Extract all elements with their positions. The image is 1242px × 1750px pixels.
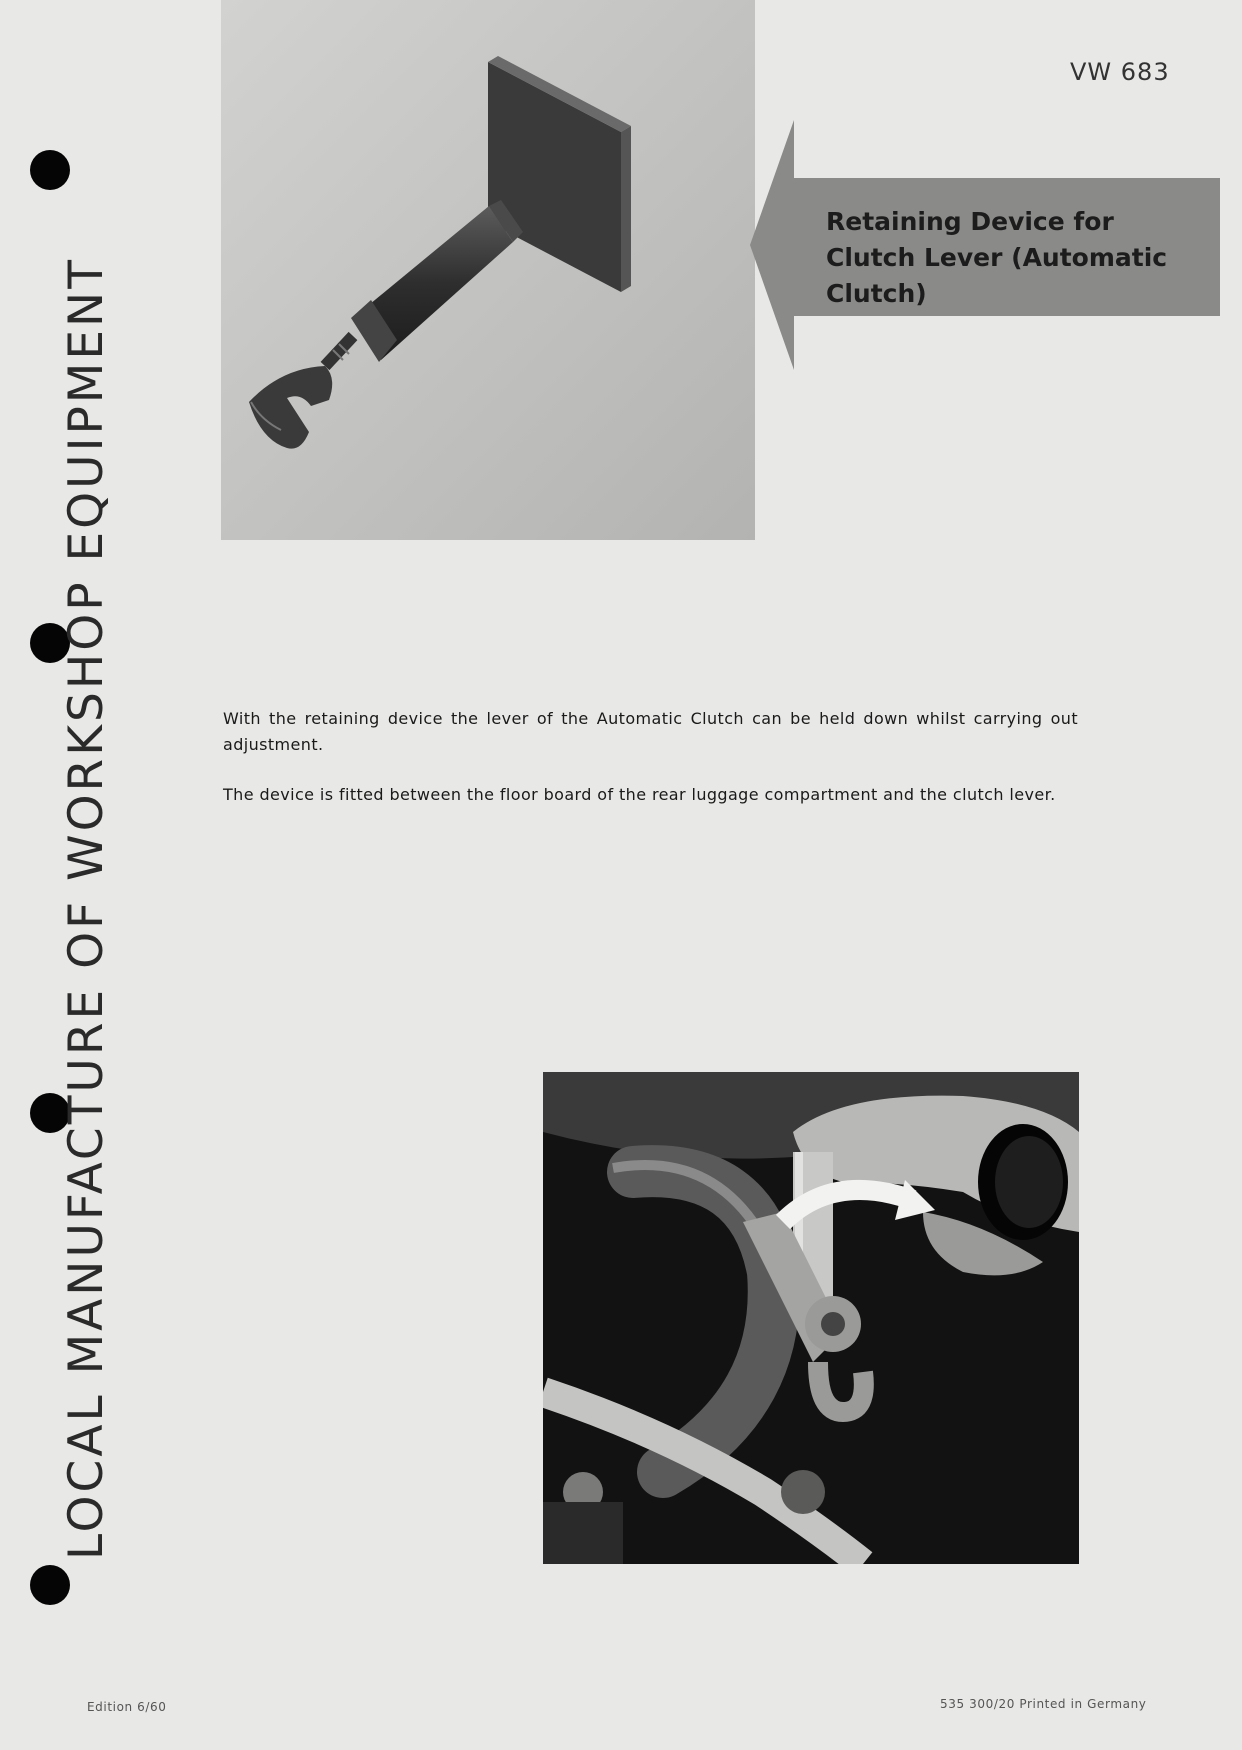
document-number: VW 683 xyxy=(1070,58,1170,86)
binder-hole-1 xyxy=(30,150,70,190)
retaining-device-photo xyxy=(221,0,755,540)
banner-title: Retaining Device for Clutch Lever (Automatic Clutch) xyxy=(826,207,1168,308)
installation-photo xyxy=(543,1072,1079,1564)
print-info: 535 300/20 Printed in Germany xyxy=(940,1697,1147,1711)
paragraph-fitting: The device is fitted between the floor board of the rear luggage compartment and the clutch lever. xyxy=(223,785,1056,804)
side-heading: LOCAL MANUFACTURE OF WORKSHOP EQUIPMENT xyxy=(59,257,114,1560)
binder-hole-4 xyxy=(30,1565,70,1605)
paragraph-purpose: With the retaining device the lever of the Automatic Clutch can be held down whilst carrying out adjustment. xyxy=(223,709,1078,754)
edition-label: Edition 6/60 xyxy=(87,1700,167,1714)
